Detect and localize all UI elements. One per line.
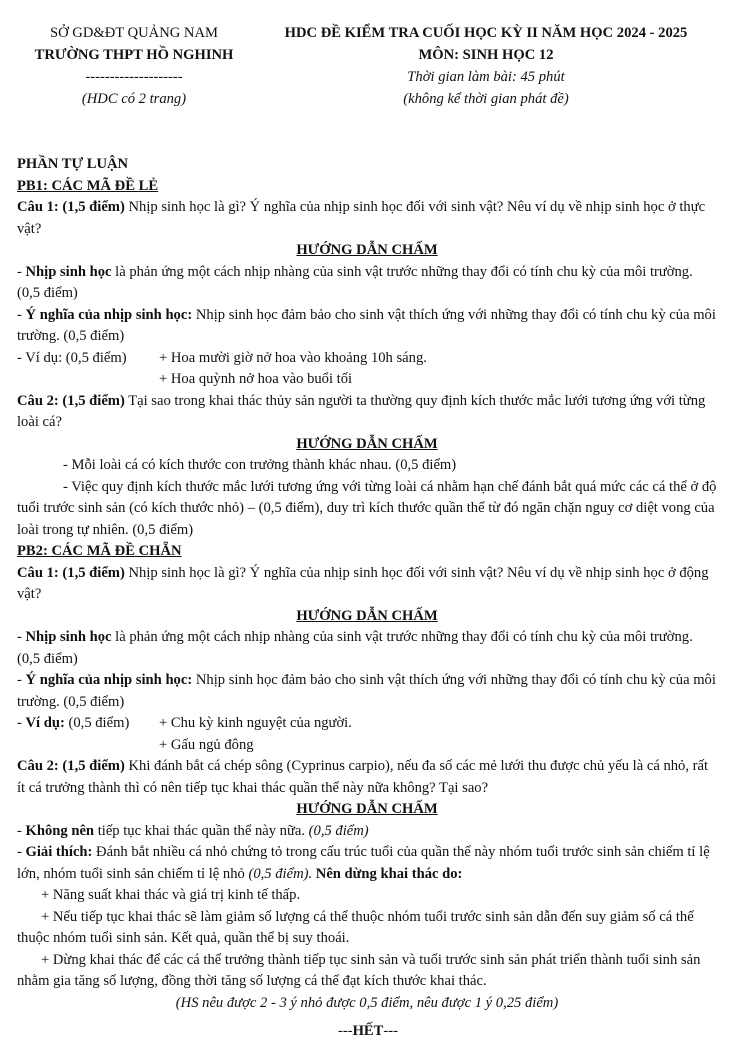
subject-name: MÔN: SINH HỌC 12	[418, 47, 554, 63]
scoring-note: (HS nêu được 2 - 3 ý nhỏ được 0,5 điểm, nêu được 1 ý 0,25 điểm)	[175, 994, 559, 1011]
pb2-question-2	[17, 756, 717, 799]
exam-time: Thời gian làm bài: 45 phút	[407, 69, 565, 85]
example-item: + Hoa mười giờ nở hoa vào khoảng 10h sáng.	[159, 349, 427, 366]
exam-time-note: (không kể thời gian phát đề)	[403, 91, 569, 107]
answer-conclusion: Nên dừng khai thác do:	[312, 865, 463, 882]
guide-heading: HƯỚNG DẪN CHẤM	[296, 242, 438, 258]
answer-term: Ý nghĩa của nhịp sinh học:	[25, 306, 193, 323]
guide-heading: HƯỚNG DẪN CHẤM	[296, 435, 438, 452]
end-dashes: ---	[337, 1023, 353, 1039]
example-term: Ví dụ:	[25, 715, 65, 731]
document-body	[17, 154, 717, 1014]
bullet-item: + Nếu tiếp tục khai thác sẽ làm giảm số lượng cá thể thuộc nhóm tuổi trước sinh sản dẫn đến suy giảm số cá thể thuộc nhóm tuổi sinh sản. Kết quả, quần thể bị suy thoái.	[17, 908, 694, 946]
pb1-question-2	[17, 391, 717, 434]
answer-term: Không nên	[25, 822, 95, 839]
bullet-item: + Năng suất khai thác và giá trị kinh tế thấp.	[41, 887, 301, 903]
section-title: PHẦN TỰ LUẬN	[17, 156, 129, 172]
answer-score: (0,5 điểm)	[308, 822, 369, 839]
answer-item: - Nhịp sinh học là phản ứng một cách nhịp nhàng của sinh vật trước những thay đổi có tính chu kỳ của môi trường. (0,5 điểm)	[17, 263, 693, 301]
pb2-question-1	[17, 563, 717, 606]
header-left	[14, 22, 254, 110]
answer-text: Nhịp sinh học đảm bảo cho sinh vật thích ứng với những thay đổi có tính chu kỳ của môi trường. (0,5 điểm)	[17, 306, 716, 344]
answer-score: (0,5 điểm).	[248, 865, 313, 882]
example-item: + Chu kỳ kinh nguyệt của người.	[159, 715, 352, 731]
answer-item: - Nhịp sinh học là phản ứng một cách nhịp nhàng của sinh vật trước những thay đổi có tính chu kỳ của môi trường. (0,5 điểm)	[17, 629, 693, 667]
answer-text: là phản ứng một cách nhịp nhàng của sinh vật trước những thay đổi có tính chu kỳ của môi trường. (0,5 điểm)	[17, 263, 693, 301]
answer-term: Giải thích:	[25, 844, 93, 860]
answer-text: tiếp tục khai thác quần thể này nữa.	[94, 822, 309, 839]
example-label: - Ví dụ: (0,5 điểm)	[17, 715, 130, 731]
question-label: Câu 1: (1,5 điểm)	[17, 564, 125, 581]
header-divider: --------------------	[85, 69, 183, 85]
answer-item: - Việc quy định kích thước mắc lưới tương ứng với từng loài cá nhằm hạn chế đánh bắt quá mức các cá thể ở độ tuổi trước sinh sản (có kích thước nhỏ) – (0,5 điểm), duy trì kích thước quần thể từ đó ngăn chặn nguy cơ diệt vong của loài trong tự nhiên. (0,5 điểm)	[17, 478, 717, 538]
question-label: Câu 2: (1,5 điểm)	[17, 392, 125, 409]
answer-text: Đánh bắt nhiều cá nhỏ chứng tỏ trong cấu trúc tuổi của quần thể này nhóm tuổi trước sinh sản chiếm tỉ lệ lớn, nhóm tuổi sinh sản chiếm tỉ lệ nhỏ	[17, 844, 710, 882]
example-item: + Gấu ngủ đông	[159, 736, 254, 753]
guide-heading: HƯỚNG DẪN CHẤM	[296, 607, 438, 624]
answer-text: là phản ứng một cách nhịp nhàng của sinh vật trước những thay đổi có tính chu kỳ của môi trường. (0,5 điểm)	[17, 629, 693, 667]
answer-term: Nhịp sinh học	[25, 629, 112, 645]
answer-item: - Ý nghĩa của nhịp sinh học: Nhịp sinh học đảm bảo cho sinh vật thích ứng với những thay đổi có tính chu kỳ của môi trường. (0,5 điểm)	[17, 672, 716, 710]
answer-item: - Giải thích: Đánh bắt nhiều cá nhỏ chứng tỏ trong cấu trúc tuổi của quần thể này nhóm tuổi trước sinh sản chiếm tỉ lệ lớn, nhóm tuổi sinh sản chiếm tỉ lệ nhỏ (0,5 điểm). Nên dừng khai thác do:	[17, 844, 710, 882]
document-title: HDC ĐỀ KIỂM TRA CUỐI HỌC KỲ II NĂM HỌC 2024 - 2025	[284, 25, 688, 41]
example-row	[17, 348, 717, 370]
question-text: Nhịp sinh học là gì? Ý nghĩa của nhịp sinh học đối với sinh vật? Nêu ví dụ về nhịp sinh học ở động vật?	[17, 564, 709, 602]
answer-text: Nhịp sinh học đảm bảo cho sinh vật thích ứng với những thay đổi có tính chu kỳ của môi trường. (0,5 điểm)	[17, 672, 716, 710]
answer-term: Ý nghĩa của nhịp sinh học:	[25, 672, 193, 688]
guide-heading: HƯỚNG DẪN CHẤM	[296, 801, 438, 817]
answer-item: - Không nên tiếp tục khai thác quần thể này nữa. (0,5 điểm)	[17, 822, 369, 839]
end-word: HẾT	[352, 1023, 384, 1039]
answer-item: - Mỗi loài cá có kích thước con trưởng thành khác nhau. (0,5 điểm)	[63, 457, 457, 473]
question-text: Khi đánh bắt cá chép sông (Cyprinus carpio), nếu đa số các mẻ lưới thu được chủ yếu là cá nhỏ, rất ít cá trưởng thành thì có nên tiếp tục khai thác quần thể này nữa không? Tại sao?	[17, 758, 709, 796]
pb2-title: PB2: CÁC MÃ ĐỀ CHẴN	[17, 543, 182, 559]
question-label: Câu 2: (1,5 điểm)	[17, 758, 125, 774]
question-label: Câu 1: (1,5 điểm)	[17, 199, 125, 215]
end-dashes: ---	[383, 1023, 398, 1039]
bullet-item: + Dừng khai thác để các cá thể trưởng thành tiếp tục sinh sản và tuổi trước sinh sản phát triển thành tuổi sinh sản nhằm gia tăng số lượng, đồng thời tăng số lượng cá thể đạt kích thước khai thác.	[17, 951, 701, 989]
end-marker	[0, 1023, 736, 1040]
question-text: Nhịp sinh học là gì? Ý nghĩa của nhịp sinh học đối với sinh vật? Nêu ví dụ về nhịp sinh học ở thực vật?	[17, 199, 706, 237]
question-text: Tại sao trong khai thác thủy sản người ta thường quy định kích thước mắc lưới tương ứng với từng loài cá?	[17, 392, 706, 430]
header-right	[262, 22, 710, 110]
example-item: + Hoa quỳnh nở hoa vào buổi tối	[159, 371, 353, 387]
pages-note: (HDC có 2 trang)	[81, 91, 187, 107]
example-row	[17, 713, 717, 735]
department-name: SỞ GD&ĐT QUẢNG NAM	[50, 25, 218, 41]
answer-item: - Ý nghĩa của nhịp sinh học: Nhịp sinh học đảm bảo cho sinh vật thích ứng với những thay đổi có tính chu kỳ của môi trường. (0,5 điểm)	[17, 306, 716, 344]
example-score: (0,5 điểm)	[64, 715, 130, 731]
pb1-question-1	[17, 197, 717, 240]
example-label: - Ví dụ: (0,5 điểm)	[17, 349, 127, 366]
school-name: TRƯỜNG THPT HỒ NGHINH	[34, 47, 234, 63]
pb1-title: PB1: CÁC MÃ ĐỀ LẺ	[17, 177, 159, 194]
answer-term: Nhịp sinh học	[25, 263, 112, 280]
